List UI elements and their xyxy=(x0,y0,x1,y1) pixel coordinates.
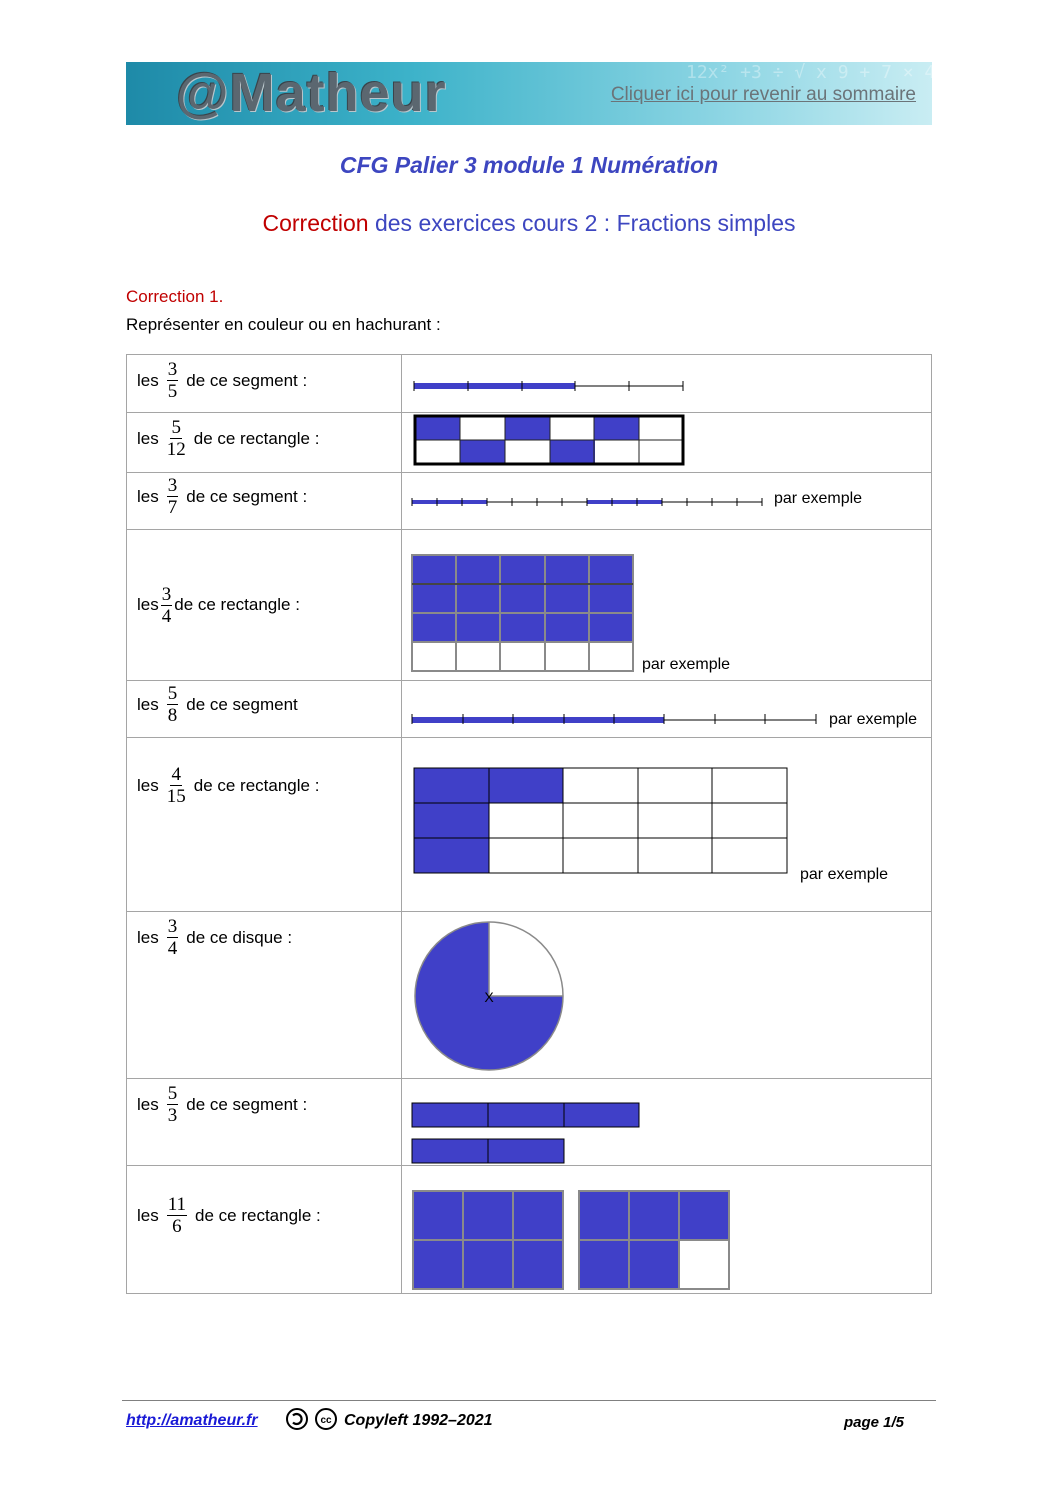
grid-6x2-figure xyxy=(402,1166,942,1294)
figure-cell xyxy=(402,1166,932,1294)
label-pre: les xyxy=(137,370,159,390)
fraction-numerator: 5 xyxy=(167,1083,178,1104)
subtitle-correction-word: Correction xyxy=(262,210,369,236)
fraction-numerator: 4 xyxy=(171,764,181,785)
fraction-numerator: 3 xyxy=(167,475,178,496)
fraction xyxy=(167,1083,179,1126)
fraction-numerator: 5 xyxy=(167,683,178,704)
label-post: de ce segment : xyxy=(186,486,308,506)
svg-text:cc: cc xyxy=(320,1415,332,1426)
figure-cell xyxy=(402,473,932,530)
row-label xyxy=(127,681,402,738)
document-subtitle xyxy=(0,210,1058,237)
fraction xyxy=(167,475,179,518)
fraction xyxy=(167,916,179,959)
label-post: de ce segment : xyxy=(186,1094,308,1114)
fraction-denominator: 5 xyxy=(167,381,178,402)
label-post: de ce rectangle : xyxy=(193,775,320,795)
grid-12-figure xyxy=(402,413,942,473)
footer-page-number: page 1/5 xyxy=(844,1414,905,1431)
section-heading: Correction 1. xyxy=(126,287,224,306)
fraction-denominator: 4 xyxy=(161,605,172,627)
fraction-denominator: 6 xyxy=(172,1216,182,1237)
example-note: par exemple xyxy=(800,866,889,883)
row-label xyxy=(127,1079,402,1166)
table-row xyxy=(127,1079,932,1166)
fraction-denominator: 8 xyxy=(167,705,178,726)
fraction-numerator: 3 xyxy=(167,916,178,937)
label-post: de ce disque : xyxy=(186,927,293,947)
creative-commons-icon xyxy=(314,1407,338,1431)
label-pre: les xyxy=(137,775,159,795)
label-pre: les xyxy=(137,927,159,947)
label-post: de ce segment : xyxy=(186,370,308,390)
table-row xyxy=(127,413,932,473)
footer-site-link[interactable]: http://amatheur.fr xyxy=(126,1412,258,1429)
label-post: de ce segment xyxy=(186,694,298,714)
label-pre: les xyxy=(137,694,159,714)
label-post: de ce rectangle : xyxy=(193,428,320,448)
document-title: CFG Palier 3 module 1 Numération xyxy=(339,152,719,178)
exercise-table xyxy=(126,354,932,1294)
table-row xyxy=(127,681,932,738)
row-label xyxy=(127,355,402,413)
fraction-denominator: 12 xyxy=(166,439,186,460)
grid-15-figure xyxy=(402,738,942,912)
figure-cell xyxy=(402,912,932,1079)
figure-cell xyxy=(402,530,932,681)
subtitle-rest: des exercices cours 2 : Fractions simples xyxy=(368,210,796,236)
figure-cell xyxy=(402,681,932,738)
label-pre: les xyxy=(137,486,159,506)
table-row xyxy=(127,1166,932,1294)
table-row xyxy=(127,530,932,681)
fraction-denominator: 4 xyxy=(167,938,178,959)
label-post: de ce rectangle : xyxy=(174,595,300,614)
segment-bars-figure xyxy=(402,1079,942,1166)
row-label xyxy=(127,912,402,1079)
fraction-numerator: 11 xyxy=(167,1194,187,1215)
footer-rule xyxy=(122,1400,936,1401)
site-logo: @Matheur xyxy=(176,63,447,123)
row-label xyxy=(127,473,402,530)
table-row xyxy=(127,473,932,530)
figure-cell xyxy=(402,413,932,473)
segment-figure xyxy=(402,355,942,413)
fraction-denominator: 7 xyxy=(167,497,178,518)
copyleft-icon xyxy=(285,1407,309,1431)
fraction xyxy=(161,584,173,627)
figure-cell xyxy=(402,738,932,912)
header-banner xyxy=(126,62,1033,125)
banner-decoration: 12x² +3 ÷ √ x 9 + 7 × 4 = 5 ≠ 24 xyxy=(686,62,1033,83)
fraction-numerator: 3 xyxy=(161,583,172,605)
label-pre: les xyxy=(137,1094,159,1114)
fraction-denominator: 3 xyxy=(167,1105,178,1126)
footer-copyleft: Copyleft 1992–2021 xyxy=(344,1412,493,1429)
table-row xyxy=(127,355,932,413)
fraction-numerator: 3 xyxy=(167,359,178,380)
figure-cell xyxy=(402,355,932,413)
example-note: par exemple xyxy=(642,656,731,673)
fraction xyxy=(167,1194,187,1237)
fraction xyxy=(167,417,186,460)
table-row xyxy=(127,912,932,1079)
segment-figure xyxy=(402,681,942,738)
disk-center-mark: X xyxy=(484,989,494,1005)
table-row xyxy=(127,738,932,912)
row-label xyxy=(127,530,402,681)
back-to-summary-link[interactable]: Cliquer ici pour revenir au sommaire xyxy=(610,84,916,105)
example-note: par exemple xyxy=(774,490,863,507)
row-label xyxy=(127,1166,402,1294)
fraction xyxy=(167,764,186,807)
row-label xyxy=(127,413,402,473)
label-pre: les xyxy=(137,428,159,448)
label-pre: les xyxy=(137,1205,159,1225)
disk-figure xyxy=(402,912,942,1079)
label-pre: les xyxy=(137,595,159,614)
row-label xyxy=(127,738,402,912)
fraction xyxy=(167,359,179,402)
example-note: par exemple xyxy=(829,711,918,728)
fraction-denominator: 15 xyxy=(166,786,186,807)
figure-cell xyxy=(402,1079,932,1166)
fraction xyxy=(167,683,179,726)
fraction-numerator: 5 xyxy=(171,417,181,438)
label-post: de ce rectangle : xyxy=(195,1205,321,1225)
section-instruction: Représenter en couleur ou en hachurant : xyxy=(126,315,441,334)
